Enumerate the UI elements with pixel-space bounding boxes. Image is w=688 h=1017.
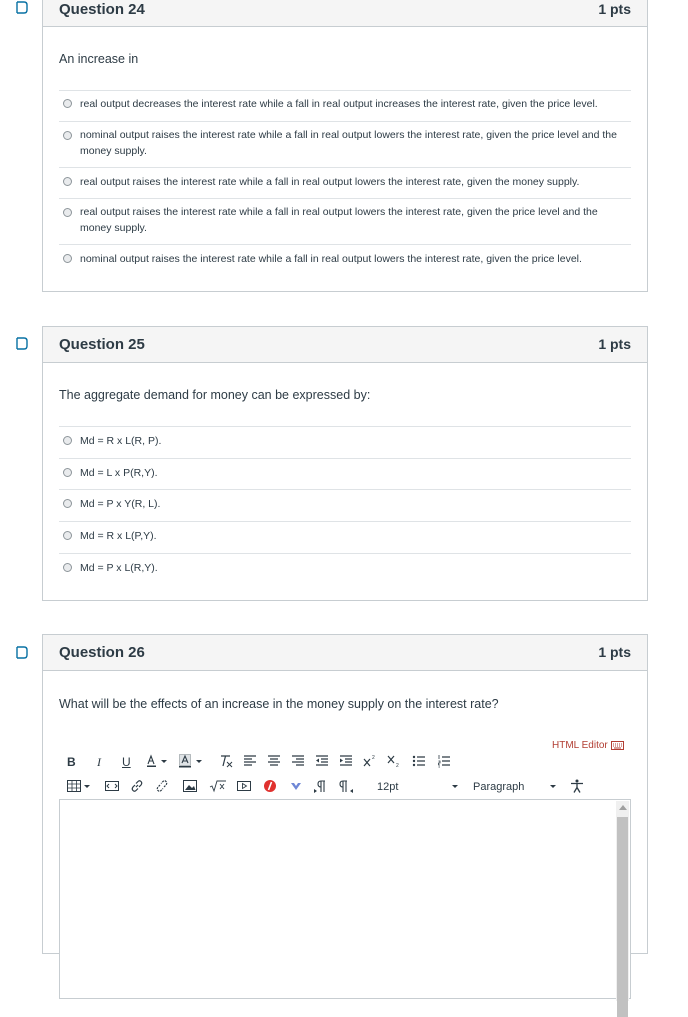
bold-button[interactable]: B [67, 755, 76, 769]
align-center-icon [267, 754, 281, 768]
outdent-icon [315, 754, 329, 768]
answer-label: nominal output raises the interest rate while a fall in real output lowers the interest rate, given the price level. [80, 253, 582, 265]
radio-button[interactable] [63, 436, 72, 445]
answer-label: real output decreases the interest rate while a fall in real output increases the interest rate, given the price level. [80, 98, 598, 110]
radio-button[interactable] [63, 563, 72, 572]
align-right-icon [291, 754, 305, 768]
editor-toolbar-row-1 [67, 754, 497, 770]
superscript-icon [363, 754, 377, 768]
numbered-list-icon [437, 754, 451, 768]
align-center-button[interactable] [267, 754, 281, 772]
chevron-down-icon [549, 779, 557, 793]
answer-label: Md = P x L(R,Y). [80, 562, 158, 574]
rtl-direction-button[interactable] [339, 779, 355, 797]
square-root-icon [209, 779, 227, 793]
flag-question-icon[interactable] [15, 1, 29, 14]
answer-label: Md = R x L(R, P). [80, 435, 162, 447]
accessibility-checker-button[interactable] [570, 779, 584, 797]
background-color-icon [179, 754, 203, 768]
text-color-icon [146, 754, 168, 768]
paragraph-rtl-icon [339, 779, 355, 793]
clear-formatting-button[interactable] [219, 754, 233, 772]
answer-option[interactable] [59, 121, 631, 167]
html-editor-toggle[interactable] [552, 740, 624, 751]
radio-button[interactable] [63, 499, 72, 508]
media-play-icon [237, 779, 251, 793]
question-header [43, 0, 647, 27]
question-points: 1 pts [598, 1, 631, 17]
insert-image-button[interactable] [183, 779, 197, 797]
flag-question-icon[interactable] [15, 646, 29, 659]
bullet-list-icon [412, 754, 426, 768]
ltr-direction-button[interactable] [313, 779, 329, 797]
scrollbar-thumb[interactable] [617, 817, 628, 1017]
indent-button[interactable] [339, 754, 353, 772]
keyboard-icon [611, 741, 624, 750]
answer-label: real output raises the interest rate while a fall in real output lowers the interest rate, given the money supply. [80, 176, 580, 188]
radio-button[interactable] [63, 254, 72, 263]
radio-button[interactable] [63, 99, 72, 108]
radio-button[interactable] [63, 468, 72, 477]
question-title: Question 26 [59, 644, 145, 661]
svg-text:2: 2 [372, 755, 375, 761]
html-editor-label: HTML Editor [552, 740, 608, 751]
bullet-list-button[interactable] [412, 754, 426, 772]
font-size-dropdown-arrow[interactable] [451, 779, 459, 797]
superscript-button[interactable] [363, 754, 377, 772]
accessibility-icon [570, 779, 584, 793]
question-card-25 [42, 326, 648, 601]
paragraph-ltr-icon [313, 779, 329, 793]
link-icon [130, 779, 144, 793]
answer-list [59, 90, 631, 275]
unlink-button[interactable] [155, 779, 169, 797]
editor-scrollbar[interactable] [616, 801, 629, 1001]
numbered-list-button[interactable] [437, 754, 451, 772]
clear-formatting-icon [219, 754, 233, 768]
answer-label: Md = R x L(P,Y). [80, 530, 157, 542]
unlink-icon [155, 779, 169, 793]
text-color-button[interactable] [146, 754, 168, 772]
question-points: 1 pts [598, 336, 631, 352]
answer-option[interactable] [59, 521, 631, 553]
external-tool-button[interactable] [289, 779, 303, 797]
question-points: 1 pts [598, 644, 631, 660]
table-icon [67, 779, 91, 793]
align-right-button[interactable] [291, 754, 305, 772]
question-title: Question 25 [59, 336, 145, 353]
answer-option[interactable] [59, 458, 631, 489]
question-title: Question 24 [59, 1, 145, 18]
insert-link-button[interactable] [130, 779, 144, 797]
rich-text-editor-area[interactable] [59, 799, 631, 999]
outdent-button[interactable] [315, 754, 329, 772]
answer-option[interactable] [59, 167, 631, 198]
answer-label: real output raises the interest rate while a fall in real output lowers the interest rate, given the price level and the money supply. [80, 206, 598, 234]
answer-list [59, 426, 631, 585]
chevron-down-icon [451, 779, 459, 793]
answer-option[interactable] [59, 489, 631, 521]
block-format-dropdown-arrow[interactable] [549, 779, 557, 797]
background-color-button[interactable] [179, 754, 203, 772]
answer-label: Md = L x P(R,Y). [80, 467, 158, 479]
align-left-icon [243, 754, 257, 768]
answer-label: nominal output raises the interest rate while a fall in real output lowers the interest rate, given the price level and the money supply. [80, 129, 617, 157]
radio-button[interactable] [63, 531, 72, 540]
svg-text:2: 2 [396, 763, 399, 768]
question-text: What will be the effects of an increase in the money supply on the interest rate? [59, 697, 499, 711]
flag-question-icon[interactable] [15, 337, 29, 350]
font-size-select[interactable]: 12pt [377, 781, 399, 793]
question-card-26 [42, 634, 648, 954]
answer-option[interactable] [59, 90, 631, 121]
answer-option[interactable] [59, 553, 631, 585]
indent-icon [339, 754, 353, 768]
block-format-select[interactable]: Paragraph [473, 781, 525, 793]
embed-media-button[interactable] [105, 779, 119, 797]
underline-button[interactable]: U [122, 755, 131, 769]
question-header [43, 635, 647, 671]
math-equation-button[interactable] [209, 779, 227, 797]
office-app-button[interactable] [263, 779, 277, 797]
subscript-button[interactable] [387, 754, 401, 772]
subscript-icon [387, 754, 401, 768]
align-left-button[interactable] [243, 754, 257, 772]
embed-media-icon [105, 779, 119, 793]
answer-label: Md = P x Y(R, L). [80, 498, 161, 510]
image-icon [183, 779, 197, 793]
blue-chevron-icon [289, 779, 303, 793]
question-text: The aggregate demand for money can be expressed by: [59, 388, 371, 402]
record-media-button[interactable] [237, 779, 251, 797]
question-text: An increase in [59, 52, 139, 66]
radio-button[interactable] [63, 131, 72, 140]
italic-button[interactable]: I [97, 755, 101, 769]
question-header [43, 327, 647, 363]
red-app-icon [263, 779, 277, 793]
radio-button[interactable] [63, 208, 72, 217]
answer-option[interactable] [59, 198, 631, 244]
editor-toolbar-row-2 [67, 779, 597, 795]
answer-option[interactable] [59, 426, 631, 458]
answer-option[interactable] [59, 244, 631, 275]
table-button[interactable] [67, 779, 91, 797]
scroll-up-arrow-icon[interactable] [619, 805, 627, 810]
question-card-24 [42, 0, 648, 292]
radio-button[interactable] [63, 177, 72, 186]
